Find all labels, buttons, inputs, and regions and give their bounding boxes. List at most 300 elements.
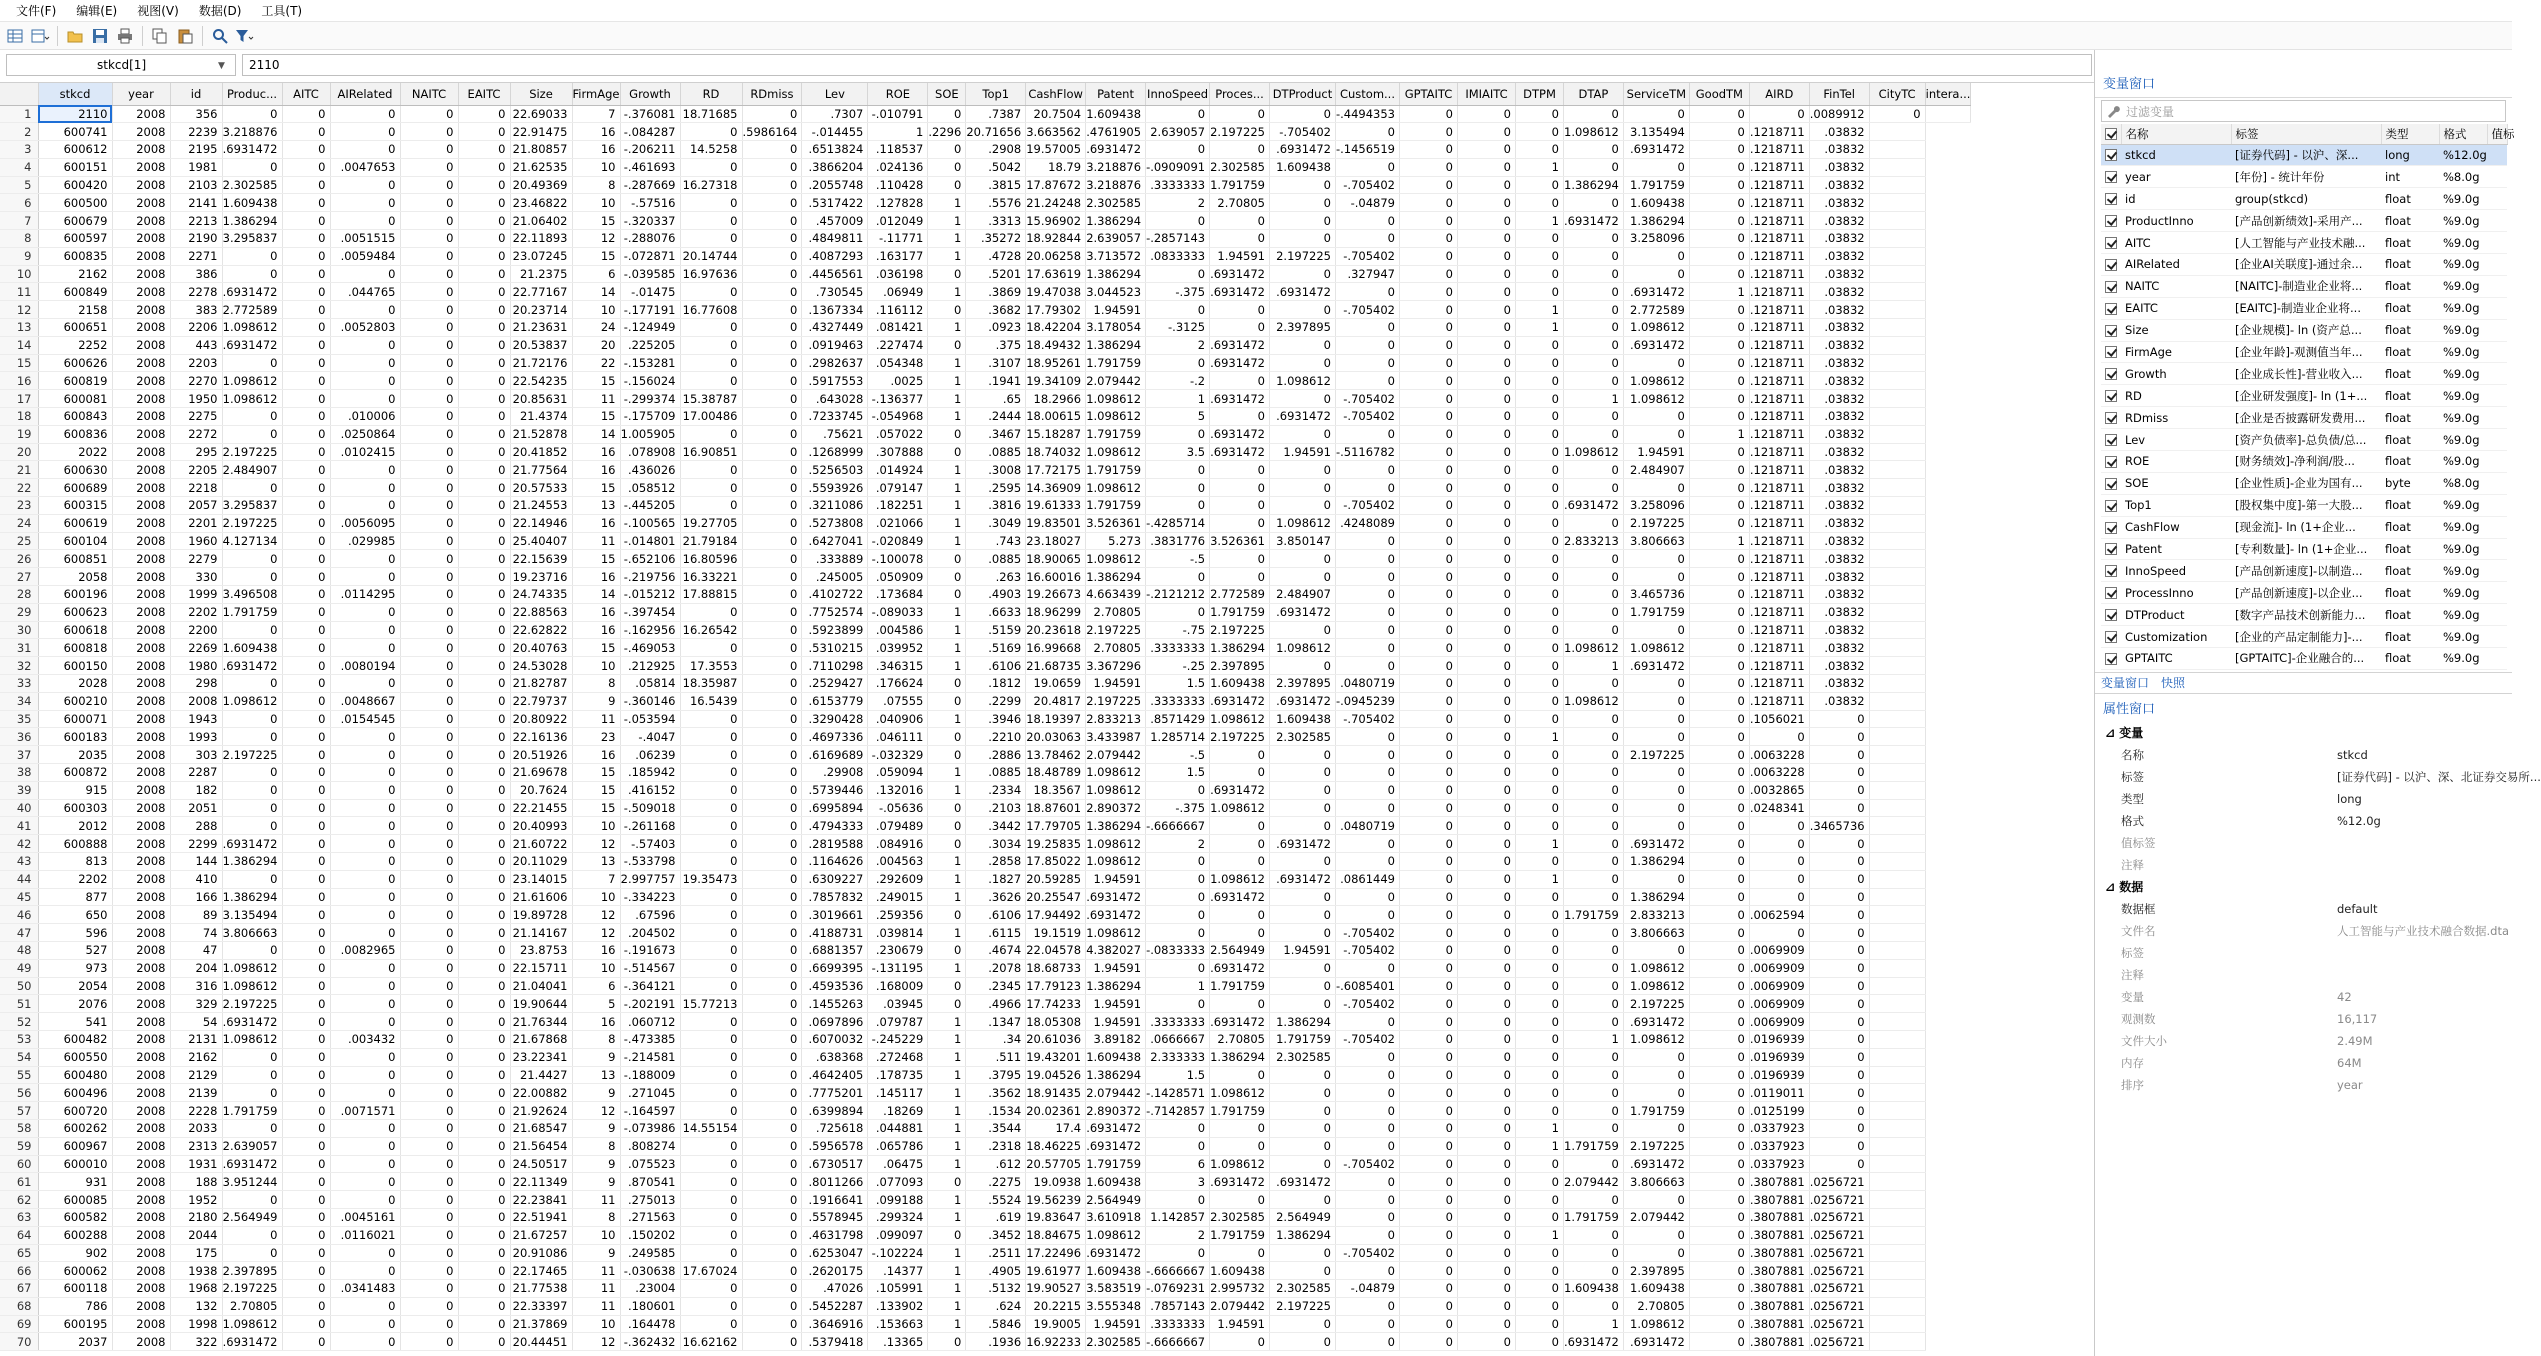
table-cell[interactable]: 6	[572, 977, 620, 995]
table-cell[interactable]: 0	[1516, 710, 1564, 728]
table-cell[interactable]: .0071571	[330, 1102, 400, 1120]
table-cell[interactable]: -.014455	[802, 123, 868, 141]
table-cell[interactable]: 24.74335	[510, 586, 572, 604]
table-cell[interactable]: 600550	[38, 1048, 112, 1066]
table-cell[interactable]: 9	[572, 1084, 620, 1102]
table-cell[interactable]: .133902	[868, 1297, 928, 1315]
table-cell[interactable]: 0	[1689, 514, 1749, 532]
table-cell[interactable]: 17.4	[1026, 1119, 1086, 1137]
table-cell[interactable]: .1268999	[802, 443, 868, 461]
table-cell[interactable]: 1.098612	[222, 372, 282, 390]
variable-row[interactable]	[2101, 516, 2507, 538]
table-cell[interactable]: 0	[742, 781, 802, 799]
table-cell[interactable]: 1	[1689, 532, 1749, 550]
table-cell[interactable]: 15.18287	[1026, 425, 1086, 443]
table-cell[interactable]: 1.94591	[1210, 1315, 1270, 1333]
table-cell[interactable]: 5.273	[1086, 532, 1146, 550]
table-cell[interactable]: 0	[1516, 283, 1564, 301]
table-cell[interactable]: .6931472	[222, 283, 282, 301]
save-icon[interactable]	[89, 25, 111, 47]
table-cell[interactable]: 0	[1335, 799, 1399, 817]
table-cell[interactable]: 0	[1516, 586, 1564, 604]
table-cell[interactable]	[1869, 870, 1925, 888]
variable-checkbox[interactable]	[2101, 232, 2121, 254]
table-cell[interactable]: 1	[1516, 1119, 1564, 1137]
table-cell[interactable]: 1.098612	[1210, 1155, 1270, 1173]
table-cell[interactable]: 0	[1400, 1208, 1458, 1226]
table-cell[interactable]: 0	[1400, 675, 1458, 693]
table-cell[interactable]: 1	[928, 247, 966, 265]
table-cell[interactable]: 0	[282, 336, 330, 354]
property-row[interactable]	[2101, 810, 2507, 832]
table-cell[interactable]: 2.484907	[222, 461, 282, 479]
table-cell[interactable]	[1869, 265, 1925, 283]
table-cell[interactable]: 0	[742, 158, 802, 176]
table-cell[interactable]: 19.90527	[1026, 1280, 1086, 1298]
table-cell[interactable]: 20.91086	[510, 1244, 572, 1262]
table-cell[interactable]: .6931472	[1623, 283, 1689, 301]
table-cell[interactable]: 0	[1516, 479, 1564, 497]
row-number[interactable]: 66	[0, 1262, 38, 1280]
table-cell[interactable]: 2008	[112, 852, 170, 870]
table-cell[interactable]: 2037	[38, 1333, 112, 1351]
table-cell[interactable]: 973	[38, 959, 112, 977]
table-cell[interactable]: 0	[400, 1244, 458, 1262]
table-cell[interactable]: 19.83647	[1026, 1208, 1086, 1226]
table-cell[interactable]: 0	[1146, 497, 1210, 515]
table-cell[interactable]: .29908	[802, 763, 868, 781]
variable-row[interactable]	[2101, 582, 2507, 604]
table-cell[interactable]: 2.302585	[1210, 158, 1270, 176]
table-cell[interactable]: 0	[458, 1262, 510, 1280]
table-cell[interactable]: 2.564949	[1086, 1191, 1146, 1209]
table-cell[interactable]: .4593536	[802, 977, 868, 995]
table-cell[interactable]: -.509018	[620, 799, 680, 817]
row-number[interactable]: 43	[0, 852, 38, 870]
table-cell[interactable]: 19.0659	[1026, 675, 1086, 693]
table-cell[interactable]: .1218711	[1749, 230, 1809, 248]
table-cell[interactable]: 0	[928, 265, 966, 283]
table-cell[interactable]: -.175709	[620, 408, 680, 426]
table-cell[interactable]: 0	[330, 817, 400, 835]
table-cell[interactable]: 0	[282, 568, 330, 586]
table-cell[interactable]: .2858	[966, 852, 1026, 870]
table-cell[interactable]: 20.49369	[510, 176, 572, 194]
variable-row[interactable]	[2101, 472, 2507, 494]
table-cell[interactable]: 0	[1400, 194, 1458, 212]
table-cell[interactable]: -.705402	[1335, 924, 1399, 942]
table-cell[interactable]: 0	[400, 1333, 458, 1351]
table-cell[interactable]: .3290428	[802, 710, 868, 728]
table-cell[interactable]: 1	[1516, 1226, 1564, 1244]
table-cell[interactable]: 0	[330, 728, 400, 746]
table-cell[interactable]	[1869, 924, 1925, 942]
table-cell[interactable]: 0	[1564, 888, 1624, 906]
table-cell[interactable]: 0	[400, 390, 458, 408]
table-cell[interactable]: 0	[928, 728, 966, 746]
table-cell[interactable]: 20.7624	[510, 781, 572, 799]
table-cell[interactable]: 0	[1269, 461, 1335, 479]
table-cell[interactable]: 0	[458, 301, 510, 319]
table-cell[interactable]: 0	[1516, 176, 1564, 194]
table-cell[interactable]: 600195	[38, 1315, 112, 1333]
table-cell[interactable]: 0	[282, 158, 330, 176]
table-cell[interactable]: 1.098612	[1623, 319, 1689, 337]
table-cell[interactable]: 18.46225	[1026, 1137, 1086, 1155]
row-number[interactable]: 5	[0, 176, 38, 194]
table-cell[interactable]: .3313	[966, 212, 1026, 230]
table-cell[interactable]: 600836	[38, 425, 112, 443]
table-cell[interactable]: 0	[742, 461, 802, 479]
table-cell[interactable]: 0	[1749, 924, 1809, 942]
row-number[interactable]: 67	[0, 1280, 38, 1298]
table-cell[interactable]: .0256721	[1809, 1280, 1869, 1298]
table-cell[interactable]: .116112	[868, 301, 928, 319]
table-cell[interactable]: 0	[458, 906, 510, 924]
table-cell[interactable]: 0	[282, 835, 330, 853]
table-cell[interactable]: 0	[282, 710, 330, 728]
table-cell[interactable]: .0045161	[330, 1208, 400, 1226]
table-cell[interactable]: 0	[1516, 354, 1564, 372]
table-cell[interactable]: -.705402	[1335, 408, 1399, 426]
table-cell[interactable]: 0	[1400, 1226, 1458, 1244]
table-cell[interactable]: 0	[1400, 941, 1458, 959]
table-cell[interactable]: 0	[742, 995, 802, 1013]
table-cell[interactable]: 1.791759	[1210, 603, 1270, 621]
table-cell[interactable]: 2008	[112, 212, 170, 230]
table-cell[interactable]: 2313	[170, 1137, 222, 1155]
table-cell[interactable]: 2.70805	[1210, 1030, 1270, 1048]
table-cell[interactable]: .004563	[868, 852, 928, 870]
table-cell[interactable]: 0	[680, 319, 742, 337]
table-cell[interactable]: 0	[458, 657, 510, 675]
table-cell[interactable]: 0	[1269, 1066, 1335, 1084]
table-cell[interactable]: .3807881	[1749, 1226, 1809, 1244]
table-cell[interactable]: 0	[680, 1013, 742, 1031]
table-cell[interactable]: 2008	[170, 692, 222, 710]
table-cell[interactable]: .3333333	[1146, 176, 1210, 194]
table-cell[interactable]: 1.098612	[1623, 390, 1689, 408]
table-cell[interactable]: 877	[38, 888, 112, 906]
table-cell[interactable]: 0	[1400, 1013, 1458, 1031]
table-cell[interactable]: 1.94591	[1269, 443, 1335, 461]
table-cell[interactable]: 2.639057	[1086, 230, 1146, 248]
table-cell[interactable]: 0	[1564, 995, 1624, 1013]
table-cell[interactable]: .03832	[1809, 176, 1869, 194]
table-cell[interactable]: 0	[222, 763, 282, 781]
table-cell[interactable]: 0	[1458, 141, 1516, 159]
table-cell[interactable]: 0	[1689, 1102, 1749, 1120]
table-cell[interactable]: 410	[170, 870, 222, 888]
variable-row[interactable]	[2101, 210, 2507, 232]
table-cell[interactable]: 0	[1809, 835, 1869, 853]
table-cell[interactable]: 0	[1689, 763, 1749, 781]
table-cell[interactable]: 2008	[112, 1030, 170, 1048]
table-cell[interactable]: 0	[1269, 194, 1335, 212]
row-number[interactable]: 20	[0, 443, 38, 461]
table-cell[interactable]: 2.890372	[1086, 1102, 1146, 1120]
table-cell[interactable]: 0	[1400, 1084, 1458, 1102]
table-cell[interactable]: 0	[1516, 657, 1564, 675]
table-cell[interactable]: .153663	[868, 1315, 928, 1333]
properties-section-variables[interactable]: ⊿ 变量	[2105, 725, 2144, 740]
table-cell[interactable]: .2819588	[802, 835, 868, 853]
table-cell[interactable]: .4966	[966, 995, 1026, 1013]
table-cell[interactable]: 1.609438	[1086, 1048, 1146, 1066]
table-cell[interactable]: .2296	[928, 123, 966, 141]
table-cell[interactable]: 600196	[38, 586, 112, 604]
table-cell[interactable]: 0	[1269, 959, 1335, 977]
table-cell[interactable]: 0	[742, 497, 802, 515]
row-number[interactable]: 8	[0, 230, 38, 248]
table-cell[interactable]	[1869, 710, 1925, 728]
table-cell[interactable]: 0	[1809, 1155, 1869, 1173]
table-cell[interactable]: 21.92624	[510, 1102, 572, 1120]
table-cell[interactable]	[1869, 977, 1925, 995]
table-cell[interactable]: 0	[222, 675, 282, 693]
table-cell[interactable]: .3008	[966, 461, 1026, 479]
table-cell[interactable]: .03832	[1809, 301, 1869, 319]
table-cell[interactable]: 0	[1210, 372, 1270, 390]
table-cell[interactable]: -.705402	[1335, 247, 1399, 265]
table-cell[interactable]: 0	[1400, 105, 1458, 123]
table-cell[interactable]: .4327449	[802, 319, 868, 337]
table-cell[interactable]: .163177	[868, 247, 928, 265]
variable-row[interactable]	[2101, 144, 2507, 166]
table-cell[interactable]: 2.197225	[222, 1280, 282, 1298]
table-cell[interactable]: 0	[1516, 977, 1564, 995]
table-cell[interactable]: 0	[1269, 1102, 1335, 1120]
table-cell[interactable]: 600720	[38, 1102, 112, 1120]
table-cell[interactable]: 600741	[38, 123, 112, 141]
table-cell[interactable]: .075523	[620, 1155, 680, 1173]
table-cell[interactable]: .03832	[1809, 461, 1869, 479]
table-cell[interactable]: 0	[330, 675, 400, 693]
variable-row[interactable]	[2101, 232, 2507, 254]
table-cell[interactable]: 1.386294	[1086, 265, 1146, 283]
table-cell[interactable]: 0	[1400, 817, 1458, 835]
table-cell[interactable]: 16	[572, 141, 620, 159]
table-cell[interactable]: 20.59285	[1026, 870, 1086, 888]
table-cell[interactable]: 0	[1564, 1155, 1624, 1173]
table-cell[interactable]: 20.06258	[1026, 247, 1086, 265]
table-cell[interactable]: 0	[282, 1137, 330, 1155]
table-cell[interactable]: 17.22496	[1026, 1244, 1086, 1262]
table-cell[interactable]: 0	[1458, 479, 1516, 497]
table-cell[interactable]: -.245229	[868, 1030, 928, 1048]
table-cell[interactable]: .35272	[966, 230, 1026, 248]
table-cell[interactable]: 17.74233	[1026, 995, 1086, 1013]
table-cell[interactable]: 0	[1564, 230, 1624, 248]
table-cell[interactable]: .6931472	[1623, 1155, 1689, 1173]
table-cell[interactable]: 0	[742, 1244, 802, 1262]
table-cell[interactable]: 0	[330, 799, 400, 817]
table-cell[interactable]: 19.04526	[1026, 1066, 1086, 1084]
table-cell[interactable]: .054348	[868, 354, 928, 372]
table-cell[interactable]: 7	[572, 870, 620, 888]
table-cell[interactable]: 20.80922	[510, 710, 572, 728]
table-cell[interactable]: 0	[1269, 354, 1335, 372]
table-cell[interactable]: 0	[1269, 995, 1335, 1013]
table-cell[interactable]: .3034	[966, 835, 1026, 853]
table-cell[interactable]: 0	[1689, 906, 1749, 924]
table-cell[interactable]: 0	[742, 550, 802, 568]
table-cell[interactable]: 0	[222, 550, 282, 568]
table-cell[interactable]: 0	[400, 1030, 458, 1048]
table-cell[interactable]: .0480719	[1335, 675, 1399, 693]
table-cell[interactable]: .5846	[966, 1315, 1026, 1333]
table-cell[interactable]: 22.88563	[510, 603, 572, 621]
table-cell[interactable]: 2269	[170, 639, 222, 657]
table-cell[interactable]: .180601	[620, 1297, 680, 1315]
table-cell[interactable]: 0	[1564, 799, 1624, 817]
table-cell[interactable]: 0	[1400, 835, 1458, 853]
table-cell[interactable]	[1869, 1155, 1925, 1173]
table-cell[interactable]: 0	[282, 781, 330, 799]
table-cell[interactable]: 2218	[170, 479, 222, 497]
table-cell[interactable]: .212925	[620, 657, 680, 675]
table-cell[interactable]: .23004	[620, 1280, 680, 1298]
table-cell[interactable]: 0	[458, 568, 510, 586]
table-cell[interactable]: 1.791759	[1564, 1208, 1624, 1226]
table-cell[interactable]: .1367334	[802, 301, 868, 319]
table-cell[interactable]: 0	[1689, 550, 1749, 568]
variable-checkbox[interactable]	[2101, 319, 2121, 341]
table-cell[interactable]: 0	[1400, 532, 1458, 550]
table-cell[interactable]: 0	[742, 265, 802, 283]
row-number[interactable]: 69	[0, 1315, 38, 1333]
table-cell[interactable]: 1.098612	[1564, 639, 1624, 657]
table-cell[interactable]: 21.68735	[1026, 657, 1086, 675]
table-cell[interactable]: .6253047	[802, 1244, 868, 1262]
table-cell[interactable]: 20.41852	[510, 443, 572, 461]
table-cell[interactable]: 0	[1516, 1066, 1564, 1084]
table-cell[interactable]: 0	[1809, 781, 1869, 799]
table-cell[interactable]: 0	[400, 532, 458, 550]
table-cell[interactable]: 0	[1564, 319, 1624, 337]
table-cell[interactable]: 0	[1400, 230, 1458, 248]
table-cell[interactable]: 1.098612	[222, 319, 282, 337]
table-cell[interactable]: 0	[742, 1013, 802, 1031]
table-cell[interactable]: -.136377	[868, 390, 928, 408]
table-cell[interactable]: 0	[680, 1173, 742, 1191]
table-cell[interactable]: 0	[1335, 639, 1399, 657]
table-cell[interactable]: 8	[572, 176, 620, 194]
table-cell[interactable]: .1218711	[1749, 176, 1809, 194]
table-cell[interactable]: 2008	[112, 1013, 170, 1031]
property-row[interactable]	[2101, 744, 2507, 766]
table-cell[interactable]: .132016	[868, 781, 928, 799]
table-cell[interactable]: 1.098612	[1564, 692, 1624, 710]
table-cell[interactable]: .4761905	[1086, 123, 1146, 141]
table-cell[interactable]: 0	[680, 639, 742, 657]
table-cell[interactable]: 0	[742, 586, 802, 604]
table-cell[interactable]: .6931472	[1269, 283, 1335, 301]
table-cell[interactable]: 0	[400, 959, 458, 977]
table-cell[interactable]: .1218711	[1749, 443, 1809, 461]
table-cell[interactable]: 0	[1689, 176, 1749, 194]
property-row[interactable]	[2101, 1008, 2507, 1030]
table-cell[interactable]: 16.97636	[680, 265, 742, 283]
table-cell[interactable]: 2287	[170, 763, 222, 781]
table-cell[interactable]: 0	[458, 1208, 510, 1226]
table-cell[interactable]: .6931472	[1623, 336, 1689, 354]
table-cell[interactable]: 0	[1146, 1119, 1210, 1137]
table-cell[interactable]: 2008	[112, 461, 170, 479]
table-cell[interactable]: 2252	[38, 336, 112, 354]
table-cell[interactable]: 19.61333	[1026, 497, 1086, 515]
table-cell[interactable]: 2.197225	[1623, 1137, 1689, 1155]
table-cell[interactable]: .0102415	[330, 443, 400, 461]
table-cell[interactable]: 3.806663	[1623, 532, 1689, 550]
table-cell[interactable]: 2054	[38, 977, 112, 995]
table-cell[interactable]: 0	[1689, 461, 1749, 479]
table-cell[interactable]: 22.62822	[510, 621, 572, 639]
table-cell[interactable]: 0	[1335, 568, 1399, 586]
row-number[interactable]: 63	[0, 1208, 38, 1226]
table-cell[interactable]: 0	[400, 319, 458, 337]
table-cell[interactable]: 0	[1689, 1066, 1749, 1084]
table-cell[interactable]: 0	[1564, 586, 1624, 604]
table-cell[interactable]: -.219756	[620, 568, 680, 586]
table-cell[interactable]: 0	[282, 1208, 330, 1226]
table-cell[interactable]: -.652106	[620, 550, 680, 568]
table-cell[interactable]: .1218711	[1749, 408, 1809, 426]
table-cell[interactable]: .2511	[966, 1244, 1026, 1262]
table-cell[interactable]: 0	[1564, 1191, 1624, 1209]
table-cell[interactable]: 0	[1269, 817, 1335, 835]
table-cell[interactable]: .0069909	[1749, 941, 1809, 959]
table-cell[interactable]: 0	[1689, 977, 1749, 995]
table-cell[interactable]: 1.94591	[1086, 675, 1146, 693]
table-cell[interactable]: 0	[400, 1066, 458, 1084]
table-cell[interactable]: 2.302585	[1086, 194, 1146, 212]
table-cell[interactable]: 0	[1689, 408, 1749, 426]
table-cell[interactable]: 0	[1458, 995, 1516, 1013]
table-cell[interactable]: 1.098612	[1086, 781, 1146, 799]
table-cell[interactable]: .3682	[966, 301, 1026, 319]
row-number[interactable]: 14	[0, 336, 38, 354]
table-cell[interactable]: 931	[38, 1173, 112, 1191]
table-cell[interactable]: 1.609438	[1564, 1280, 1624, 1298]
table-cell[interactable]: 0	[1400, 283, 1458, 301]
table-cell[interactable]: 0	[1210, 1066, 1270, 1084]
table-cell[interactable]: 0	[282, 1048, 330, 1066]
table-cell[interactable]: 0	[1458, 586, 1516, 604]
table-cell[interactable]: .03832	[1809, 319, 1869, 337]
table-cell[interactable]: 2239	[170, 123, 222, 141]
table-cell[interactable]: 0	[330, 461, 400, 479]
table-cell[interactable]: .5256503	[802, 461, 868, 479]
row-number[interactable]: 6	[0, 194, 38, 212]
table-cell[interactable]: 0	[1458, 781, 1516, 799]
table-cell[interactable]: 3.610918	[1086, 1208, 1146, 1226]
table-cell[interactable]: 0	[1210, 1333, 1270, 1351]
row-number[interactable]: 46	[0, 906, 38, 924]
table-cell[interactable]: 19.90644	[510, 995, 572, 1013]
col-header-value-label[interactable]: 值标	[2487, 124, 2507, 144]
table-cell[interactable]: 0	[1689, 692, 1749, 710]
table-cell[interactable]: 0	[1210, 230, 1270, 248]
table-cell[interactable]: 0	[1516, 888, 1564, 906]
table-cell[interactable]: 2008	[112, 1137, 170, 1155]
table-cell[interactable]: 303	[170, 746, 222, 764]
table-cell[interactable]: 0	[1564, 835, 1624, 853]
table-cell[interactable]: 1	[868, 123, 928, 141]
table-cell[interactable]: 0	[1269, 212, 1335, 230]
table-cell[interactable]: .225205	[620, 336, 680, 354]
table-cell[interactable]: 18.3567	[1026, 781, 1086, 799]
